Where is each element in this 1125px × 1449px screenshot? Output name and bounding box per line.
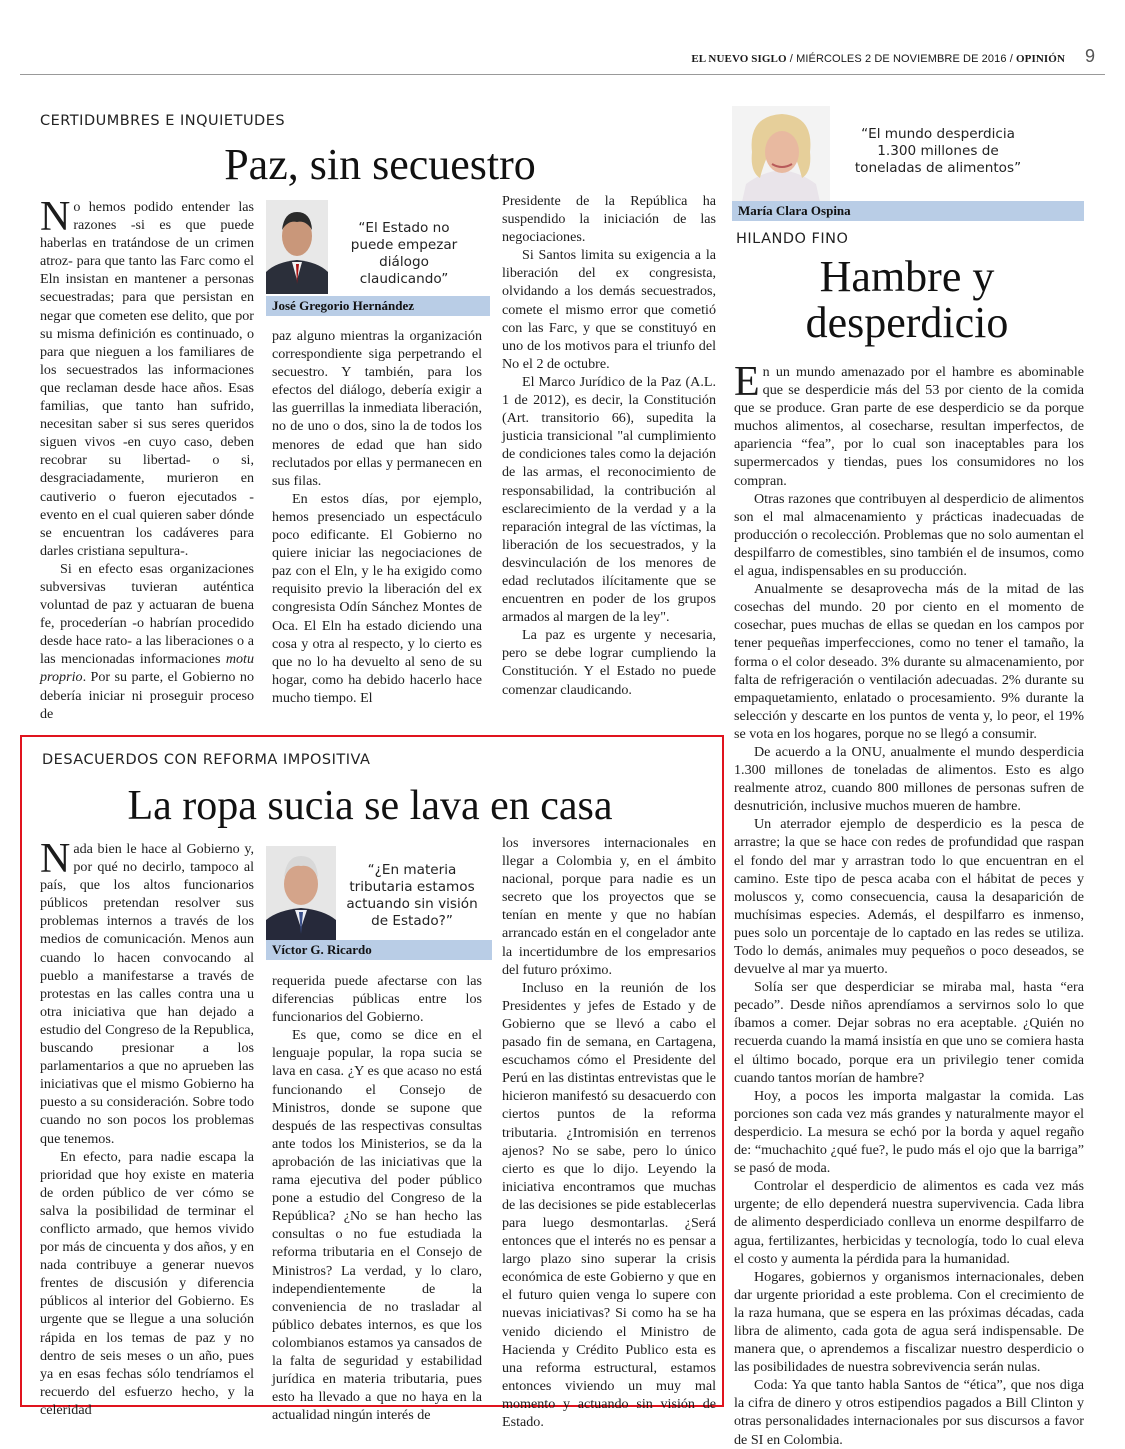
- article3-paragraph: Hogares, gobiernos y organismos internacionales, deben dar urgente prioridad a este problema. Con el crecimiento de la raza humana, que se espera en las próximas décadas, cada libra de alimento, cada gota de agua será indispensable. De manera que, o aprendemos a fiscalizar nuestro desperdicio o las posibilidades de nuestra sobrevivencia serán nulas.: [734, 1268, 1084, 1376]
- article1-column-1: [40, 194, 254, 723]
- article2-kicker: DESACUERDOS CON REFORMA IMPOSITIVA: [42, 752, 371, 768]
- article1-title: Paz, sin secuestro: [224, 140, 536, 189]
- header-section: OPINIÓN: [1016, 53, 1065, 65]
- article3-paragraph: Un aterrador ejemplo de desperdicio es la pesca de arrastre; la que se hace con redes de profundidad que raspan el fondo del mar y arrastran todo lo que encuentran en el camino. Este tipo de pesca acaba con el hábitat de peces y moluscos y, como consecuencia, causa la desaparición de muchísimas especies. Además, el despilfarro es inmenso, pues solo un porcentaje de lo captado en las redes se utiliza. Todo lo demás, animales muy pequeños o poco deseados, se devuelve al mar ya muerto.: [734, 816, 1084, 978]
- dropcap: N: [40, 194, 71, 240]
- page-number: 9: [1084, 46, 1095, 66]
- article2-paragraph: Es que, como se dice en el lenguaje popular, la ropa sucia se lava en casa. ¿Y es que acaso no está funcionando el Consejo de Ministros, donde se supone que después de las respectivas consultas ante todos los Ministerios, se da la aprobación de las iniciativas que la rama ejecutiva del poder público pone a estudio del Congreso de la República? ¿No se han hecho las consultas o no fue estudiada la reforma tributaria en el Consejo de Ministros? La verdad, y lo claro, independientemente de la conveniencia de no trasladar al público debates internos, es que los colombianos estamos ya cansados de la falta de seguridad y estabilidad jurídica en materia tributaria, pues esto ha llevado a que no haya en la actualidad ningún interés de: [272, 1027, 482, 1424]
- article3-paragraph: En un mundo amenazado por el hambre es abominable que se desperdicie más del 53 por ciento de la comida que se produce. Gran parte de ese desperdicio se da porque muchos alimentos, al cosecharse, resultan imperfectos, de apariencia “fea”, por lo cual son inaceptables para los supermercados y tiendas, pues los consumidores no los compran.: [734, 359, 1084, 489]
- article2-paragraph: Nada bien le hace al Gobierno y, por qué no decirlo, tampoco al país, que los altos funcionarios públicos pretendan resolver sus problemas internos a través de los medios de comunicación. Menos aun cuando lo hacen convocando al pueblo a manifestarse a través de protestas en las calles contra una u otra iniciativa que han dejado a estudio del Congreso de la Republica, buscando presionar a los parlamentarios a que no aprueben las iniciativas que el mismo Gobierno ha puesto a su consideración. Sobre todo cuando no son pocos los problemas que tenemos.: [40, 836, 254, 1147]
- pull-quote: “El Estado no puede empezar diálogo claudicando”: [350, 220, 458, 287]
- article3-paragraph: Solía ser que desperdiciar se miraba mal, hasta “era pecado”. Desde niños aprendíamos a servirnos solo lo que íbamos a comer. Dejar sobras no era aceptable. ¿Quién no recuerda cuando la mamá insistía en que uno se comiera hasta el último bocado, porque era un privilegio tener comida cuando tantos morían de hambre?: [734, 979, 1084, 1086]
- article1-paragraph: En estos días, por ejemplo, hemos presenciado un espectáculo poco edificante. El Gobierno no quiere iniciar las negociaciones de paz con el Eln, y le ha exigido como requisito previo la liberación del ex congresista Odín Sánchez Montes de Oca. El Eln ha estado diciendo una cosa y otra al respecto, y lo cierto es que no lo ha devuelto al seno de su hogar, como ha debido hacerlo hace mucho tiempo. El: [272, 490, 482, 706]
- article1-paragraph: La paz es urgente y necesaria, pero se debe lograr cumpliendo la Constitución. Y el Estado no puede comenzar claudicando.: [502, 627, 716, 698]
- author-photo: [266, 200, 328, 294]
- header-date: MIÉRCOLES 2 DE NOVIEMBRE DE 2016: [796, 53, 1007, 65]
- article2-column-3: [502, 834, 716, 1431]
- article3-title: Hambre y desperdicio: [805, 252, 1009, 348]
- dropcap: E: [734, 359, 760, 405]
- article1-paragraph: El Marco Jurídico de la Paz (A.L. 1 de 2012), es decir, la Constitución (Art. transitorio 66), supedita la justicia transicional "al cumplimiento de condiciones tales como la dejación de las armas, el reconocimiento de responsabilidad, la contribución al esclarecimiento de la verdad y a la reparación integral de las víctimas, la liberación de los secuestrados, y la desvinculación de los menores de edad reclutados ilícitamente que se encuentren en poder de los grupos armados al margen de la ley".: [502, 373, 716, 626]
- newspaper-name: EL NUEVO SIGLO: [691, 53, 787, 65]
- author-name: José Gregorio Hernández: [266, 296, 490, 316]
- article3-paragraph: Hoy, a pocos les importa malgastar la comida. Las porciones son cada vez más grandes y naturalmente mayor el desperdicio. La mesura se echó por la borda y aquel regaño de: “muchachito ¿qué fue?, le pudo más el ojo que la barriga” se pasó de moda.: [734, 1087, 1084, 1177]
- article1-column-2: [272, 327, 482, 707]
- article3-kicker: HILANDO FINO: [736, 231, 849, 247]
- article2-column-1: [40, 836, 254, 1419]
- author-name: María Clara Ospina: [732, 201, 1084, 221]
- author-name: Víctor G. Ricardo: [266, 940, 492, 960]
- article1-paragraph: Presidente de la República ha suspendido la iniciación de las negociaciones.: [502, 193, 716, 246]
- article2-paragraph: Incluso en la reunión de los Presidentes y jefes de Estado y de Gobierno que se llevó a cabo el pasado fin de semana, en Cartagena, escuchamos cómo el Presidente del Perú en las distintas entrevistas que le hicieron manifestó su desacuerdo con ciertos puntos de la reforma tributaria. ¿Intromisión en terrenos ajenos? No se sabe, pero lo único cierto es que lo dijo. Leyendo la iniciativa encontramos que muchas de las decisiones se pide establecerlas para luego desmontarlas. ¿Será entonces que el interés no es pensar a largo plazo sino superar la crisis económica de este Gobierno y que en el futuro quien venga lo supere con nuevas iniciativas? Si como ha se ha venido diciendo el Ministro de Hacienda y Crédito Publico esta es una reforma estructural, estamos entonces viviendo un muy mal momento y actuando sin visión de Estado.: [502, 979, 716, 1430]
- author-portrait-icon: [266, 846, 336, 940]
- author-portrait-icon: [266, 200, 328, 294]
- article3-paragraph: Otras razones que contribuyen al desperdicio de alimentos son el mal almacenamiento y prácticas inadecuadas de producción o recolección. Problemas que no solo aumentan el despilfarro de comestibles, sino también el de insumos, como el agua, indispensables en su producción.: [734, 490, 1084, 580]
- pull-quote: “El mundo desperdicia 1.300 millones de toneladas de alimentos”: [854, 126, 1022, 176]
- article3-paragraph: Anualmente se desaprovecha más de la mitad de las cosechas del mundo. 20 por ciento en el momento de cosechar, pues muchas de ellas se quedan en los campos por tener pequeñas imperfecciones, como no tener el tamaño, la forma o el color deseado. 3% durante su almacenamiento, por falta de refrigeración o ventilación adecuadas. 2% durante su empaquetamiento, enlatado o procesamiento. 9% durante la selección y descarte en los puntos de venta y, lo peor, el 19% se vota en los hogares, porque no se llegó a consumir.: [734, 581, 1084, 742]
- article2-paragraph: En efecto, para nadie escapa la prioridad que hoy existe en materia de orden público de ver cómo se salva la posibilidad de terminar el conflicto armado, que hemos vivido por más de cincuenta y dos años, y en nada contribuye a generar nuevos frentes de discusión y diferencia públicos al interior del Gobierno. Es urgente que se llegue a una solución rápida en los temas de paz y no dentro de seis meses o un año, pues ya en esas fechas sólo tendríamos el recuerdo del esfuerzo hecho, y la celeridad: [40, 1148, 254, 1418]
- article1-paragraph: paz alguno mientras la organización correspondiente siga perpetrando el secuestro. Y también, para los efectos del diálogo, debería exigir a las guerrillas la inmediata liberación, no de uno o dos, sino la de todos los menores de edad que han sido reclutados por ellas y permanecen en sus filas.: [272, 328, 482, 489]
- article1-paragraph: Si Santos limita su exigencia a la liberación del ex congresista, olvidando a los demás secuestrados, comete el mismo error que cometió con las Farc, y que se constituyó en uno de los motivos para el triunfo del No el 2 de octubre.: [502, 247, 716, 372]
- article1-kicker: CERTIDUMBRES E INQUIETUDES: [40, 113, 286, 129]
- article2-paragraph: los inversores internacionales en llegar a Colombia y, en el ámbito nacional, porque para nadie es un secreto que los proyectos que se tenían en mente y que no habían arrancado están en el congelador ante la incertidumbre de los empresarios del futuro próximo.: [502, 835, 716, 978]
- author-portrait-icon: [732, 106, 830, 202]
- article2-paragraph: requerida puede afectarse con las diferencias públicas entre los funcionarios del Gobierno.: [272, 973, 482, 1026]
- article3-body: [734, 359, 1084, 1449]
- header-dateline: EL NUEVO SIGLO / MIÉRCOLES 2 DE NOVIEMBRE DE 2016 / OPINIÓN: [691, 53, 1065, 65]
- article1-column-3: [502, 192, 716, 699]
- article2-column-2: [272, 972, 482, 1424]
- article3-paragraph: Controlar el desperdicio de alimentos es cada vez más urgente; de ello dependerá nuestra supervivencia. Cada libra de alimento desperdiciado conlleva un enorme despilfarro de agua, fertilizantes, herbicidas y tecnología, todo lo cual eleva el costo y aumenta la pérdida para la humanidad.: [734, 1178, 1084, 1267]
- article1-paragraph: No hemos podido entender las razones -si es que puede haberlas en tratándose de un crimen atroz- para que tanto las Farc como el Eln insistan en mantener a personas secuestradas; para que persistan en negar que cometen ese delito, que por su misma definición es continuado, o para que nieguen a los familiares de los secuestrados las informaciones que reclaman desde hace años. Esas familias, que tanto han sufrido, necesitan saber si sus seres queridos siguen vivos -en cuyo caso, deben recobrar su libertad- o si, desgraciadamente, murieron en cautiverio o fueron ejecutados -evento en el cual quieren saber dónde se encuentran los cadáveres para darles cristiana sepultura-.: [40, 194, 254, 559]
- dropcap: N: [40, 836, 71, 882]
- author-photo: [266, 846, 336, 940]
- article2-title: La ropa sucia se lava en casa: [127, 783, 613, 829]
- author-photo: [732, 106, 830, 202]
- article1-paragraph: Si en efecto esas organizaciones subversivas tuvieran auténtica voluntad de paz y actuaran de buena fe, procederían -o habrían procedido desde hace rato- a las liberaciones o a las mencionadas informaciones motu proprio. Por su parte, el Gobierno no debería iniciar ni proseguir proceso de: [40, 560, 254, 722]
- article3-paragraph: De acuerdo a la ONU, anualmente el mundo desperdicia 1.300 millones de toneladas de alimentos. Esto es algo realmente atroz, cuando 800 millones de personas sufren de desnutrición, inclusive muchos mueren de hambre.: [734, 743, 1084, 815]
- pull-quote: “¿En materia tributaria estamos actuando sin visión de Estado?”: [346, 862, 478, 929]
- article3-paragraph: Coda: Ya que tanto habla Santos de “ética”, que nos diga la cifra de dinero y otros estipendios pagados a Bill Clinton y otras personalidades internacionales por sus discursos a favor de SI en Colombia.: [734, 1377, 1084, 1448]
- page-header: [20, 44, 1105, 75]
